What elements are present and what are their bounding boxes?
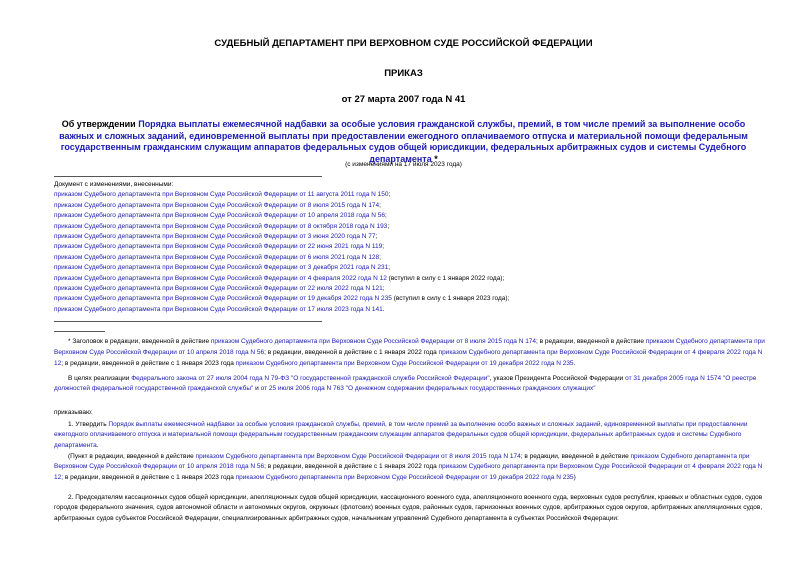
doc-type-heading: ПРИКАЗ: [384, 68, 423, 79]
title-suffix: *: [431, 153, 438, 164]
changes-intro: Документ с изменениями, внесенными:: [54, 181, 174, 188]
edit-note: (с изменениями на 17 июля 2023 года): [345, 161, 462, 168]
footnote: [54, 337, 770, 369]
change-link[interactable]: приказом Судебного департамента при Верховном Суде Российской Федерации от 3 декабря 2021 года N 231: [54, 264, 389, 272]
item-1-note-text: ; в редакции, введенной в действие с 1 января 2023 года: [61, 473, 236, 481]
change-link[interactable]: приказом Судебного департамента при Верховном Суде Российской Федерации от 22 июля 2022 года N 121: [54, 285, 383, 293]
footnote-link-4[interactable]: приказом Судебного департамента при Верховном Суде Российской Федерации от 19 декабря 2022 года N 235: [235, 359, 574, 367]
preamble-text: В целях реализации: [68, 375, 132, 382]
change-item: [54, 222, 509, 232]
divider-bottom: [54, 321, 322, 322]
change-link[interactable]: приказом Судебного департамента при Верховном Суде Российской Федерации от 10 апреля 2018 года N 56: [54, 212, 385, 220]
change-tail: ;: [382, 285, 385, 293]
item-1: [54, 420, 770, 451]
change-item: [54, 284, 509, 294]
change-link[interactable]: приказом Судебного департамента при Верховном Суде Российской Федерации от 4 февраля 2022 года N 12: [54, 274, 387, 282]
change-link[interactable]: приказом Судебного департамента при Верховном Суде Российской Федерации от 8 июля 2015 года N 174: [54, 201, 380, 209]
footnote-text: * Заголовок в редакции, введенной в действие: [68, 338, 211, 345]
divider-top: [54, 176, 322, 177]
decree-link-763[interactable]: от 25 июля 2006 года N 763 "О денежном содержании федеральных государственных гражданских служащих": [260, 385, 596, 393]
change-tail: ;: [388, 191, 391, 199]
footnote-text: ; в редакции, введенной в действие с 1 января 2023 года: [61, 359, 236, 367]
change-link[interactable]: приказом Судебного департамента при Верховном Суде Российской Федерации от 19 декабря 2022 года N 235: [54, 295, 392, 303]
footnote-link-1[interactable]: приказом Судебного департамента при Верховном Суде Российской Федерации от 8 июля 2015 года N 174: [210, 338, 537, 345]
footnote-divider: [54, 331, 105, 332]
title-link[interactable]: Порядка выплаты ежемесячной надбавки за особые условия гражданской службы, премий, в том числе премий за выполнение особо важных и сложных заданий, единовременной выплаты при предоставлении ежегодного оплачиваемого отпуска и материальной помощи федеральным государственным гражданским служащим аппаратов федеральных судов общей юрисдикции, федеральных арбитражных судов и системы Судебного департамента: [59, 119, 748, 164]
change-tail: .: [382, 305, 385, 313]
change-tail: ;: [387, 222, 390, 230]
change-item: [54, 274, 509, 284]
item-1-text: 1. Утвердить: [68, 421, 109, 428]
item-1-note-text: (Пункт в редакции, введенной в действие: [68, 453, 196, 460]
document-title: [46, 119, 761, 165]
footnote-text: ; в редакции, введенной в действие с 1 января 2022 года: [264, 348, 439, 356]
change-tail: (вступил в силу с 1 января 2022 года);: [386, 274, 505, 282]
law-link[interactable]: Федерального закона от 27 июля 2004 года N 79-ФЗ "О государственной гражданской службе Российской Федерации": [131, 375, 490, 382]
change-tail: ;: [388, 264, 391, 272]
change-tail: ;: [375, 233, 378, 241]
item-1-note-link-3[interactable]: приказом Судебного департамента при Верховном Суде Российской Федерации от 4 февраля 2022 года N 12: [54, 463, 763, 481]
preamble-text: , указов Президента Российской Федерации: [489, 375, 626, 382]
item-1-link[interactable]: Порядок выплаты ежемесячной надбавки за особые условия гражданской службы, премий, в том числе премий за выполнение особо важных и сложных заданий, единовременной выплаты при предоставлении ежегодного оплачиваемого отпуска и материальной помощи федеральным государственным гражданским служащим аппаратов федеральных судов общей юрисдикции, федеральных арбитражных судов и системы Судебного департамента: [54, 421, 748, 449]
title-prefix: Об утверждении: [61, 119, 139, 129]
change-link[interactable]: приказом Судебного департамента при Верховном Суде Российской Федерации от 8 октября 2018 года N 193: [54, 222, 388, 230]
change-item: [54, 190, 509, 200]
change-item: [54, 263, 509, 273]
item-1-note-text: ; в редакции, введенной в действие с 1 января 2022 года: [264, 463, 439, 471]
change-tail: ;: [379, 201, 381, 209]
item-1-note-link-1[interactable]: приказом Судебного департамента при Верховном Суде Российской Федерации от 8 июля 2015 года N 174: [195, 453, 521, 460]
change-tail: ;: [379, 253, 381, 261]
change-item: [54, 232, 509, 242]
footnote-link-2[interactable]: приказом Судебного департамента при Верховном Суде Российской Федерации от 10 апреля 2018 года N 56: [54, 338, 765, 356]
footnote-text: .: [573, 359, 576, 367]
item-1-note-link-4[interactable]: приказом Судебного департамента при Верховном Суде Российской Федерации от 19 декабря 2022 года N 235: [235, 473, 574, 481]
change-link[interactable]: приказом Судебного департамента при Верховном Суде Российской Федерации от 3 июня 2020 года N 77: [54, 233, 376, 241]
change-link[interactable]: приказом Судебного департамента при Верховном Суде Российской Федерации от 11 августа 2011 года N 150: [54, 191, 389, 199]
prikazyvayu: приказываю:: [54, 409, 93, 416]
item-1-note-link-2[interactable]: приказом Судебного департамента при Верховном Суде Российской Федерации от 10 апреля 2018 года N 56: [54, 453, 750, 471]
change-link[interactable]: приказом Судебного департамента при Верховном Суде Российской Федерации от 6 июля 2021 года N 128: [54, 253, 380, 261]
change-link[interactable]: приказом Судебного департамента при Верховном Суде Российской Федерации от 17 июля 2023 года N 141: [54, 305, 383, 313]
item-1-text: .: [96, 441, 99, 449]
change-tail: ;: [382, 243, 385, 251]
footnote-link-3[interactable]: приказом Судебного департамента при Верховном Суде Российской Федерации от 4 февраля 2022 года N 12: [54, 348, 763, 367]
doc-date-number: от 27 марта 2007 года N 41: [341, 94, 466, 105]
change-item: [54, 242, 509, 252]
item-2: 2. Председателям кассационных судов общей юрисдикции, апелляционных судов общей юрисдикции, кассационного военного суда, апелляционного военного суда, верховных судов республик, краевых и областных судов, судов городов федерального значения, судов автономной области и автономных округов, окружных (флотских) военных судов, районных судов, гарнизонных военных судов, арбитражных судов округов, арбитражных апелляционных судов, арбитражных судов субъектов Российской Федерации, специализированных арбитражных судов, начальникам управлений Судебного департамента в субъектах Российской Федерации:: [54, 494, 763, 522]
item-1-note: [54, 452, 770, 483]
item-1-note-text: ): [573, 473, 576, 481]
change-tail: (вступил в силу с 1 января 2023 года);: [391, 295, 510, 303]
change-tail: ;: [384, 212, 387, 220]
change-item: [54, 305, 509, 315]
preamble-text: и: [253, 385, 261, 393]
item-1-note-text: ; в редакции, введенной в действие: [520, 453, 631, 460]
footnote-text: ; в редакции, введенной в действие: [536, 338, 646, 345]
change-item: [54, 211, 509, 221]
change-item: [54, 294, 509, 304]
changes-list: [54, 180, 509, 315]
preamble-paragraph: [54, 374, 770, 395]
change-item: [54, 201, 509, 211]
department-heading: СУДЕБНЫЙ ДЕПАРТАМЕНТ ПРИ ВЕРХОВНОМ СУДЕ РОССИЙСКОЙ ФЕДЕРАЦИИ: [214, 38, 593, 49]
change-item: [54, 253, 509, 263]
change-link[interactable]: приказом Судебного департамента при Верховном Суде Российской Федерации от 22 июня 2021 года N 119: [54, 243, 383, 251]
decree-link-1574[interactable]: от 31 декабря 2005 года N 1574 "О реестре должностей федеральной государственной гражданской службы": [54, 375, 757, 393]
